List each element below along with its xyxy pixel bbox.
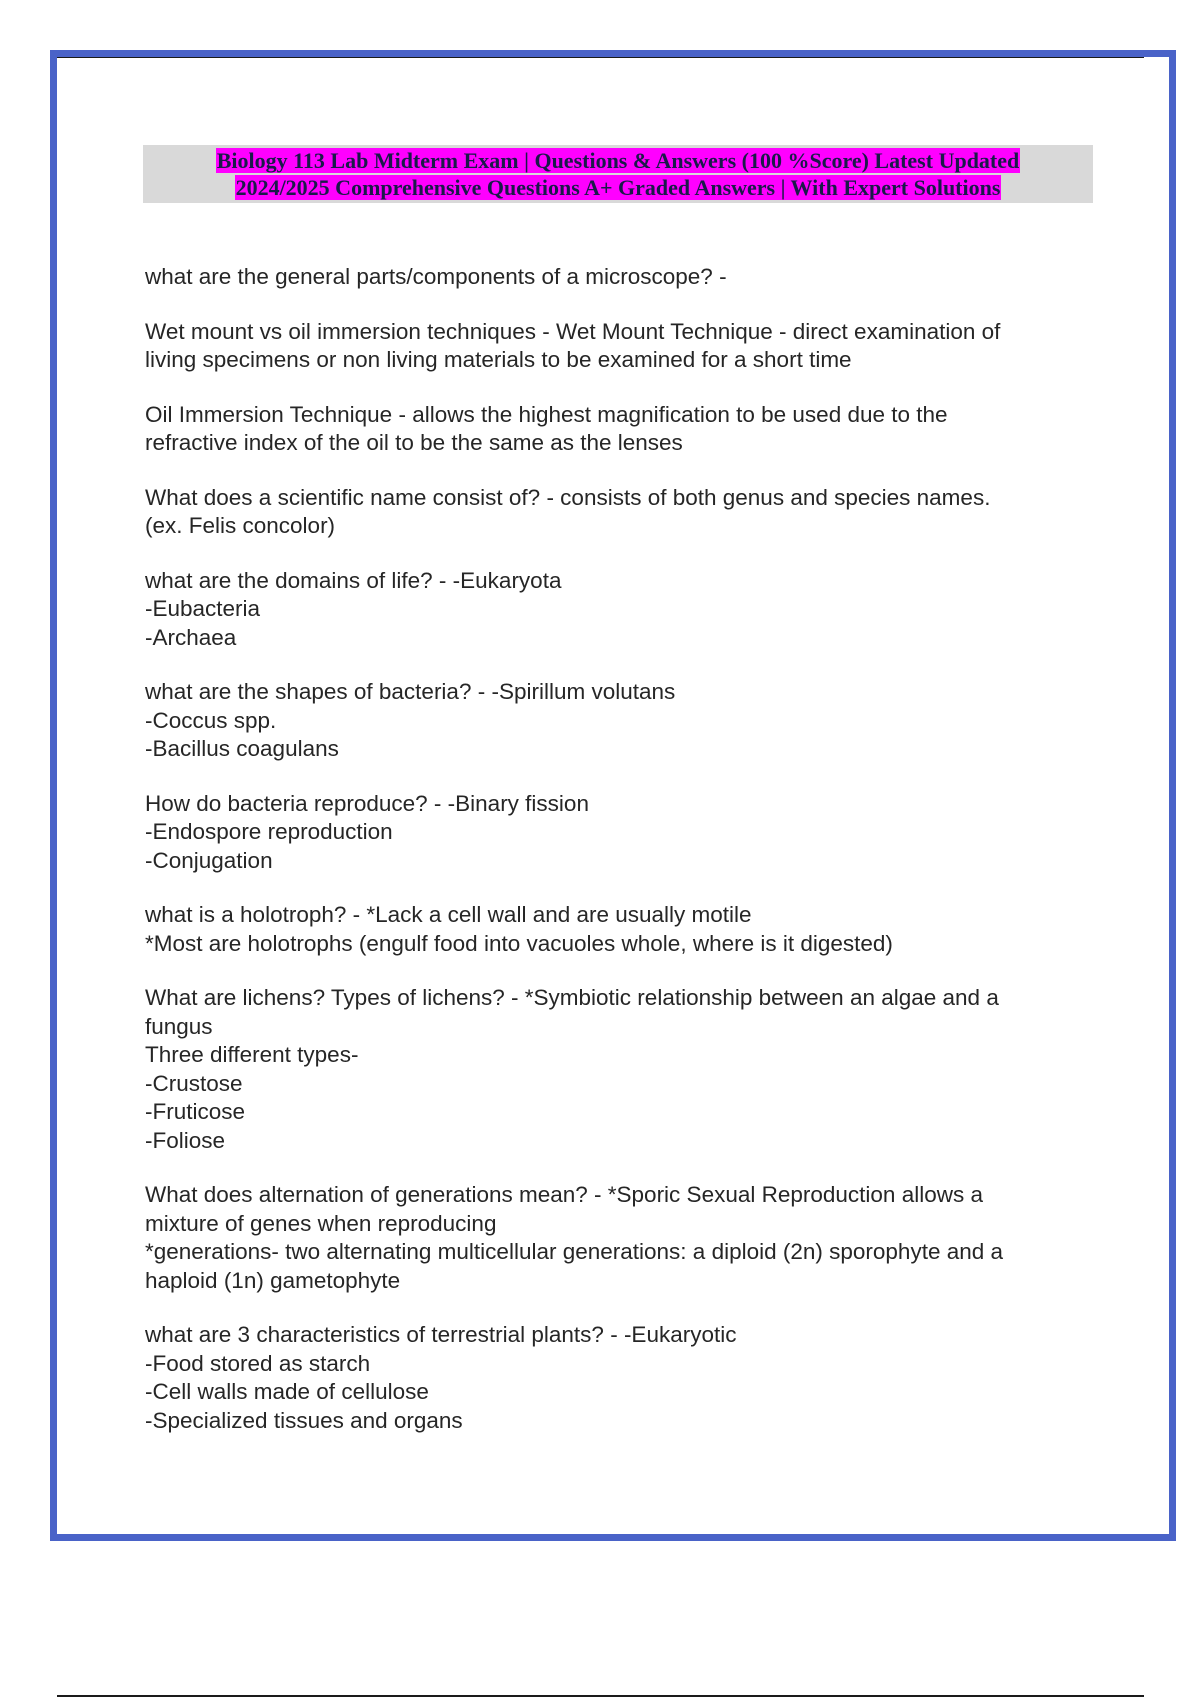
qa-item: [145, 484, 1085, 541]
qa-line: living specimens or non living materials to be examined for a short time: [145, 347, 852, 372]
title-line-1: Biology 113 Lab Midterm Exam | Questions & Answers (100 %Score) Latest Updated: [216, 148, 1020, 173]
qa-line: -Conjugation: [145, 847, 273, 873]
qa-item: [145, 984, 1085, 1155]
qa-line: Wet mount vs oil immersion techniques - Wet Mount Technique - direct examination of: [145, 318, 1001, 344]
qa-line: what are the domains of life? - -Eukaryota: [145, 567, 562, 593]
qa-line: -Eubacteria: [145, 596, 261, 621]
qa-line: What are lichens? Types of lichens? - *Symbiotic relationship between an algae and a: [145, 985, 999, 1010]
qa-item: [145, 790, 1085, 876]
qa-item: [145, 567, 1085, 653]
qa-item: [145, 678, 1085, 764]
qa-line: haploid (1n) gametophyte: [145, 1267, 401, 1293]
qa-line: what are the general parts/components of a microscope? -: [145, 264, 727, 289]
qa-item: [145, 318, 1085, 375]
qa-line: -Archaea: [145, 624, 237, 650]
title-line-2: 2024/2025 Comprehensive Questions A+ Graded Answers | With Expert Solutions: [235, 175, 1001, 200]
qa-item: [145, 901, 1085, 958]
qa-line: fungus: [145, 1013, 213, 1039]
qa-line: -Bacillus coagulans: [145, 736, 339, 761]
qa-line: Three different types-: [145, 1042, 359, 1067]
qa-line: How do bacteria reproduce? - -Binary fission: [145, 790, 589, 816]
qa-line: Oil Immersion Technique - allows the highest magnification to be used due to the: [145, 401, 948, 427]
qa-item: [145, 263, 1085, 292]
qa-line: -Coccus spp.: [145, 707, 277, 733]
qa-line: what are the shapes of bacteria? - -Spirillum volutans: [145, 679, 676, 704]
qa-content: [145, 263, 1085, 1461]
bottom-rule: [57, 1695, 1144, 1697]
qa-line: -Fruticose: [145, 1099, 246, 1124]
qa-line: -Specialized tissues and organs: [145, 1407, 463, 1433]
qa-line: -Cell walls made of cellulose: [145, 1379, 429, 1404]
qa-line: *generations- two alternating multicellular generations: a diploid (2n) sporophyte and a: [145, 1239, 1004, 1264]
qa-line: -Crustose: [145, 1070, 243, 1096]
document-title: [143, 145, 1093, 203]
qa-line: refractive index of the oil to be the same as the lenses: [145, 430, 683, 455]
qa-line: What does a scientific name consist of? - consists of both genus and species names.: [145, 484, 991, 510]
qa-line: What does alternation of generations mean? - *Sporic Sexual Reproduction allows a: [145, 1182, 983, 1207]
qa-item: [145, 1181, 1085, 1295]
qa-item: [145, 401, 1085, 458]
qa-line: (ex. Felis concolor): [145, 513, 336, 538]
qa-item: [145, 1321, 1085, 1435]
qa-line: -Foliose: [145, 1127, 226, 1153]
qa-line: mixture of genes when reproducing: [145, 1210, 497, 1236]
qa-line: what is a holotroph? - *Lack a cell wall and are usually motile: [145, 902, 752, 927]
qa-line: *Most are holotrophs (engulf food into vacuoles whole, where is it digested): [145, 930, 893, 956]
qa-line: -Endospore reproduction: [145, 819, 393, 844]
qa-line: -Food stored as starch: [145, 1350, 371, 1376]
qa-line: what are 3 characteristics of terrestrial plants? - -Eukaryotic: [145, 1322, 737, 1347]
